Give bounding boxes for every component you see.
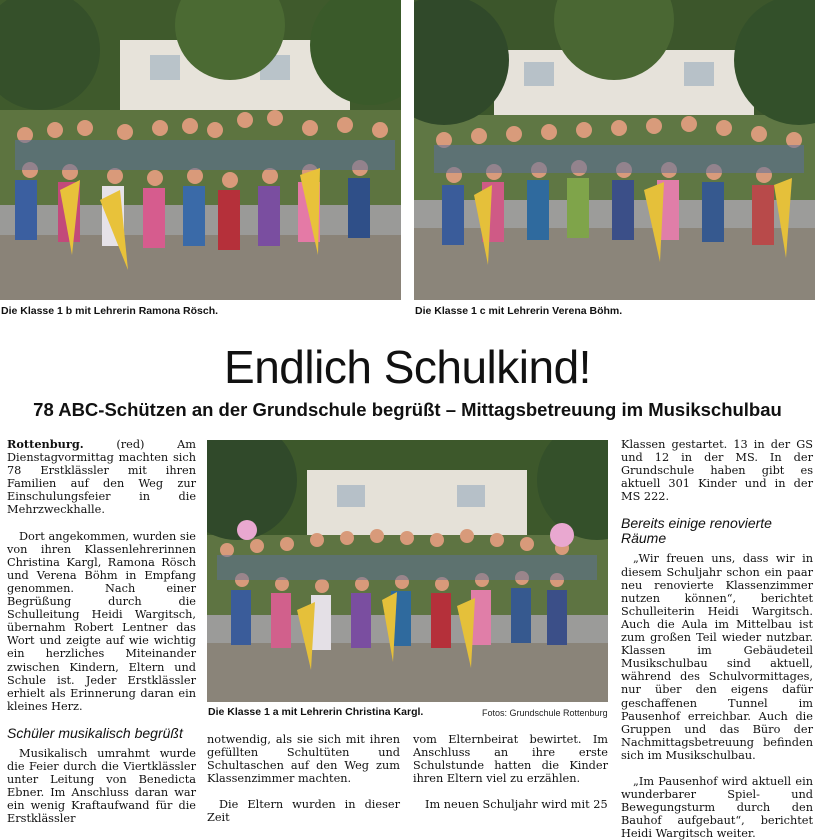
article-column-1 <box>7 438 196 825</box>
article-paragraph: Im neuen Schuljahr wird mit 25 <box>425 798 608 812</box>
group-photo-image <box>414 0 815 300</box>
article-paragraph: „Wir freuen uns, dass wir in diesem Schuljahr schon ein paar neu renovierte Klassenzimmer nutzen können“, berichtet Schulleiterin Heidi Wargitsch. Auch die Aula im Mittelbau ist zum großen Teil wieder nutzbar. Klassen im Gebäudeteil Musikschulbau sind aktuell, während des Schulvormittages, nur über den eigens dafür geschaffenen Tunnel im Pausenhof erreichbar. Auch die Gruppen und das Büro der Nachmittagsbetreuung befinden sich im Musikschulbau. <box>621 552 813 762</box>
photo-caption: Die Klasse 1 c mit Lehrerin Verena Böhm. <box>415 305 623 317</box>
photo-caption: Die Klasse 1 a mit Lehrerin Christina Kargl. <box>208 706 424 718</box>
group-photo-image <box>207 440 608 702</box>
group-photo-image <box>0 0 401 300</box>
paragraph-text: (red) Am Dienstagvormittag machten sich 78 Erstklässler mit ihren Familien auf den Weg zur Einschulungsfeier in die Mehrzweckhalle. <box>7 438 196 517</box>
article-paragraph: Musikalisch umrahmt wurde die Feier durch die Viertklässler unter Leitung von Benedicta Ebner. Im Anschluss daran war ein wenig Kraftaufwand für die Erstklässler <box>7 746 196 826</box>
article-column-4 <box>621 438 813 840</box>
photo-class-1b <box>0 0 401 300</box>
photo-class-1a <box>207 440 608 702</box>
subheadline: 78 ABC-Schützen an der Grundschule begrüßt – Mittagsbetreuung im Musikschulbau <box>33 399 782 420</box>
article-paragraph: Klassen gestartet. 13 in der GS und 12 in der MS. In der Grundschule haben gibt es aktuell 301 Kinder und in der MS 222. <box>621 438 813 504</box>
article-paragraph: „Im Pausenhof wird aktuell ein wunderbarer Spiel- und Bewegungsturm durch den Bauhof aufgebaut“, berichtet Heidi Wargitsch weiter. <box>621 774 813 840</box>
article-paragraph: vom Elternbeirat bewirtet. Im Anschluss an ihre erste Schulstunde hatten die Kinder ihren Eltern viel zu erzählen. <box>413 733 608 786</box>
article-paragraph <box>7 438 196 517</box>
dateline: Rottenburg. <box>7 437 84 451</box>
article-paragraph: Dort angekommen, wurden sie von ihren Klassenlehrerinnen Christina Kargl, Ramona Rösch und Verena Böhm in Empfang genommen. Nach einer Begrüßung durch die Schulleitung Heidi Wargitsch, übernahm Robert Lentner das Wort und zeigte auf wie wichtig ein herzliches Miteinander zwischen Kindern, Eltern und Schule ist. Jeder Erstklässler erhielt als Erinnerung daran ein kleines Herz. <box>7 529 196 713</box>
photo-class-1c <box>414 0 815 300</box>
headline: Endlich Schulkind! <box>224 341 591 393</box>
subheading-rooms: Bereits einige renovierte Räume <box>621 515 772 547</box>
subheading-music: Schüler musikalisch begrüßt <box>7 724 183 741</box>
article-paragraph: notwendig, als sie sich mit ihren gefüllten Schultüten und Schultaschen auf den Weg zum Klassenzimmer machten. <box>207 733 400 786</box>
article-column-2 <box>207 733 400 825</box>
photo-caption: Die Klasse 1 b mit Lehrerin Ramona Rösch. <box>1 305 219 317</box>
photo-credit: Fotos: Grundschule Rottenburg <box>482 708 608 718</box>
article-paragraph: Die Eltern wurden in dieser Zeit <box>207 798 400 825</box>
